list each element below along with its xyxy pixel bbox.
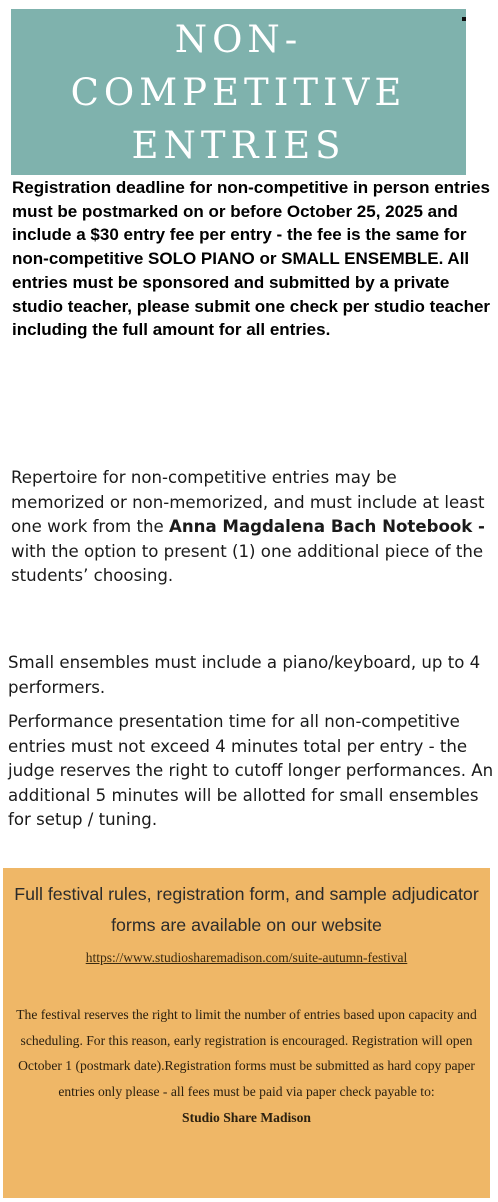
festival-rules-text: Full festival rules, registration form, and sample adjudicator forms are available on our website bbox=[14, 884, 479, 935]
small-ensembles-paragraph: Small ensembles must include a piano/keyboard, up to 4 performers. bbox=[8, 653, 481, 697]
registration-notice-paragraph bbox=[8, 1002, 485, 1131]
payee-name: Studio Share Madison bbox=[182, 1109, 311, 1125]
page-title-line-2: COMPETITIVE bbox=[70, 70, 407, 114]
registration-notice-text: The festival reserves the right to limit the number of entries based upon capacity and scheduling. For this reason, early registration is encouraged. Registration will open October 1 (postmark date).Registration forms must be submitted as hard copy paper entries only please - all fees must be paid via paper check payable to: bbox=[16, 1007, 477, 1100]
repertoire-notebook-title: Anna Magdalena Bach Notebook - bbox=[168, 517, 485, 536]
page-title-line-1: NON- bbox=[174, 17, 303, 61]
page-title-line-3: ENTRIES bbox=[131, 123, 346, 167]
page-title-banner bbox=[11, 9, 466, 175]
decorative-dot bbox=[462, 17, 466, 21]
repertoire-intro: Repertoire for non-competitive entries may be memorized or non-memorized, and must include at least one work from the bbox=[11, 468, 485, 536]
festival-info-box bbox=[3, 868, 490, 1198]
repertoire-paragraph bbox=[11, 466, 495, 589]
presentation-time-paragraph: Performance presentation time for all non-competitive entries must not exceed 4 minutes total per entry - the judge reserves the right to cutoff longer performances. An additional 5 minutes will be allotted for small ensembles for setup / tuning. bbox=[8, 712, 494, 829]
repertoire-outro: with the option to present (1) one additional piece of the students’ choosing. bbox=[11, 541, 484, 585]
website-link[interactable]: https://www.studiosharemadison.com/suite-autumn-festival bbox=[85, 950, 408, 965]
registration-deadline-paragraph: Registration deadline for non-competitive in person entries must be postmarked on or before October 25, 2025 and include a $30 entry fee per entry - the fee is the same for non-competitive SOLO PIANO or SMALL ENSEMBLE. All entries must be sponsored and submitted by a private studio teacher, please submit one check per studio teacher including the full amount for all entries. bbox=[12, 178, 491, 340]
festival-rules-paragraph bbox=[11, 879, 482, 973]
